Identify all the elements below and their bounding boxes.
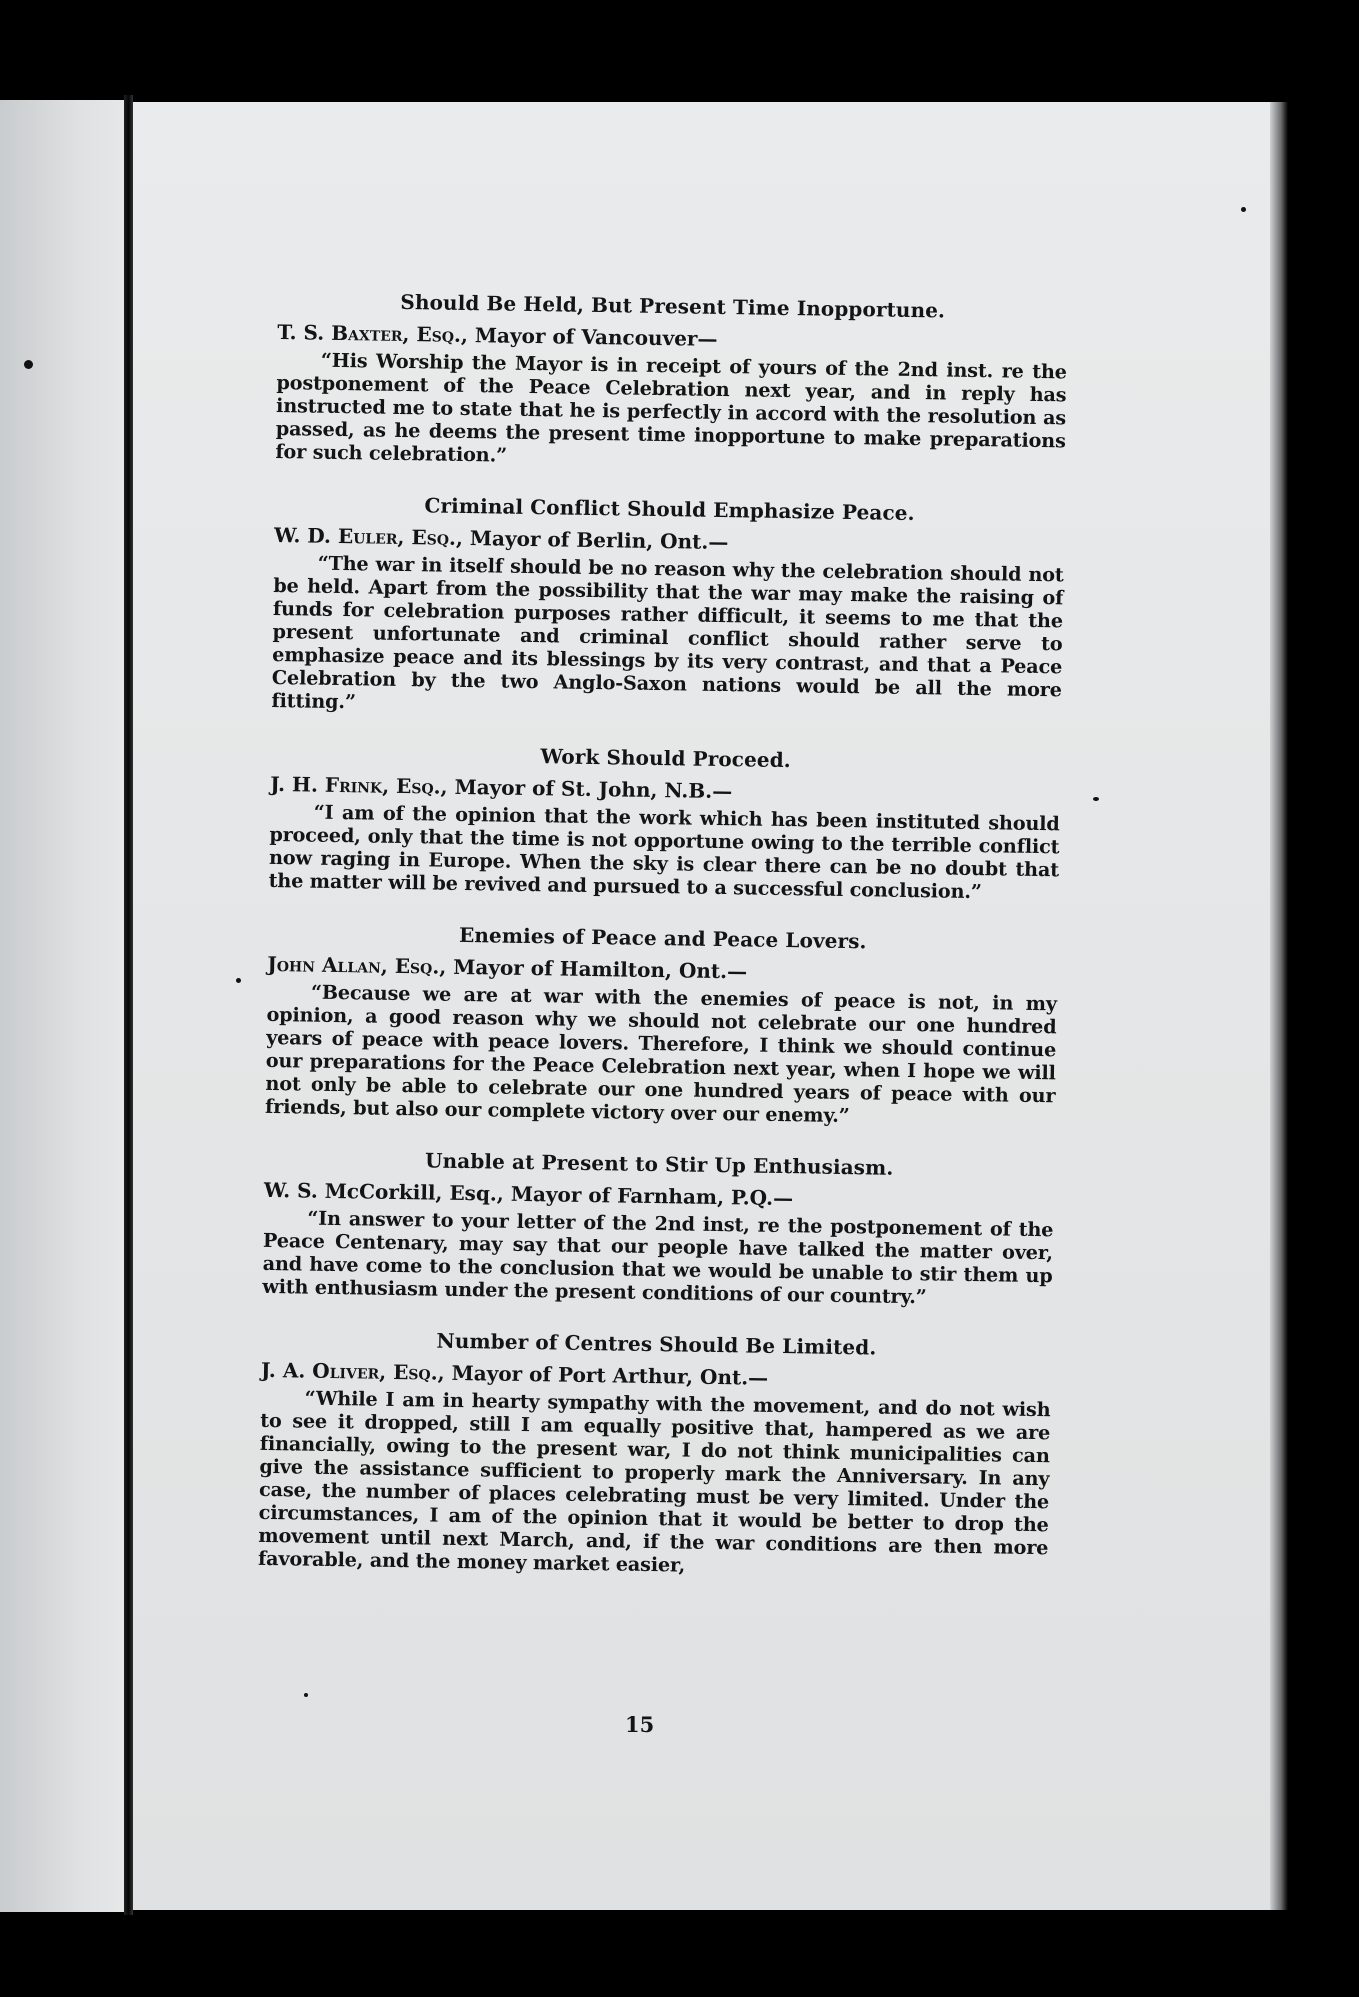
quote-text: “The war in itself should be no reason why the celebration should not be held. Apart from the possibility that the war may make the raising of funds for celebration purposes rather difficult, it seems to me that the present unfortunate and criminal conflict should rather serve to emphasize peace and its blessings by its very contrast, and that a Peace Celebration by the two Anglo-Saxon nations would be all the more fitting.” xyxy=(271,551,1064,714)
quote-text: “His Worship the Mayor is in receipt of yours of the 2nd inst. re the postponement of the Peace Celebration next year, and in reply has instructed me to state that he is perfectly in accord with the resolution as passed, as he deems the present time inopportune to make preparations for such celebration.” xyxy=(275,348,1067,467)
page-edge-shadow xyxy=(1270,102,1288,1910)
page-number: 15 xyxy=(625,1712,655,1737)
section-port-arthur xyxy=(258,1326,1052,1582)
section-heading: Should Be Held, But Present Time Inopportune. xyxy=(400,289,946,323)
byline-title: , Mayor of Berlin, Ont.— xyxy=(455,525,729,555)
scan-left-margin xyxy=(0,100,132,1912)
byline-title: , Mayor of St. John, N.B.— xyxy=(440,774,733,804)
byline-name: W. S. McCorkill, Esq. xyxy=(263,1177,498,1206)
byline-name: John Allan, Esq. xyxy=(267,951,440,979)
article-body xyxy=(257,288,1067,1610)
byline-title: , Mayor of Hamilton, Ont.— xyxy=(439,954,748,984)
section-heading: Enemies of Peace and Peace Lovers. xyxy=(458,922,867,954)
section-st-john xyxy=(269,740,1061,904)
quote-text: “In answer to your letter of the 2nd inst, re the postponement of the Peace Centenary, may say that our people have talked the matter over, and have come to the conclusion that we would be unable to stir them up with enthusiasm under the present conditions of our country.” xyxy=(262,1206,1054,1309)
byline-name: J. H. Frink, Esq. xyxy=(270,771,441,799)
dust-speck xyxy=(24,360,33,369)
section-heading: Criminal Conflict Should Emphasize Peace. xyxy=(424,493,915,526)
dust-speck xyxy=(1093,797,1099,801)
section-heading: Work Should Proceed. xyxy=(540,744,792,773)
section-farnham xyxy=(262,1146,1054,1310)
byline-name: W. D. Euler, Esq. xyxy=(273,522,457,550)
dust-speck xyxy=(1241,207,1246,212)
quote-text: “While I am in hearty sympathy with the movement, and do not wish to see it dropped, still I am equally positive that, hampered as we are financially, owing to the present war, I do not think municipalities can give the assistance sufficient to properly mark the Anniversary. In any case, the number of places celebrating must be very limited. Under the circumstances, I am of the opinion that it would be better to drop the movement until next March, and, if the war conditions are then more favorable, and the money market easier, xyxy=(257,1386,1051,1577)
section-heading: Number of Centres Should Be Limited. xyxy=(436,1328,877,1360)
byline-name: T. S. Baxter, Esq. xyxy=(277,319,462,347)
dust-speck xyxy=(236,978,241,983)
binding-spine xyxy=(124,95,133,1915)
section-vancouver xyxy=(275,288,1068,475)
byline-name: J. A. Oliver, Esq. xyxy=(260,1357,438,1385)
quote-text: “I am of the opinion that the work which has been instituted should proceed, only that the time is not opportune owing to the terrible conflict now raging in Europe. When the sky is clear there can be no doubt that the matter will be revived and pursued to a successful conclusion.” xyxy=(268,800,1060,904)
dust-speck xyxy=(304,1693,308,1697)
section-heading: Unable at Present to Stir Up Enthusiasm. xyxy=(424,1148,894,1180)
section-hamilton xyxy=(265,920,1058,1130)
byline-title: , Mayor of Port Arthur, Ont.— xyxy=(437,1360,769,1390)
section-berlin xyxy=(271,491,1064,724)
byline-title: , Mayor of Vancouver— xyxy=(460,322,718,351)
quote-text: “Because we are at war with the enemies of peace is not, in my opinion, a good reason why we should not celebrate our one hundred years of peace with peace lovers. Therefore, I think we should continue our preparations for the Peace Celebration next year, when I hope we will not only be able to celebrate our one hundred years of peace with our friends, but also our complete victory over our enemy.” xyxy=(264,980,1058,1128)
byline-title: , Mayor of Farnham, P.Q.— xyxy=(496,1181,794,1211)
